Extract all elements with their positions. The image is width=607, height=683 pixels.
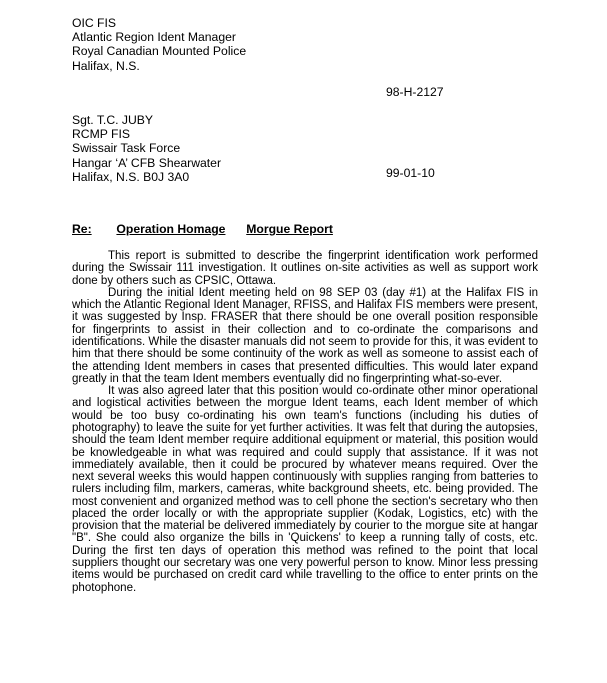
letter-date: 99-01-10 [386, 166, 435, 180]
subject-re-label: Re: [72, 222, 92, 236]
subject-line [72, 222, 333, 236]
recipient-line-unit: RCMP FIS [72, 127, 131, 142]
paragraph-intro: This report is submitted to describe the fingerprint identification work performed during the Swissair 111 investigation. It outlines on-site activities as well as support work done by others such as CPSIC, Ottawa. [72, 250, 538, 287]
recipient-line-name: Sgt. T.C. JUBY [72, 113, 154, 127]
paragraph-initial-meeting: During the initial Ident meeting held on 98 SEP 03 (day #1) at the Halifax FIS in which the Atlantic Regional Ident Manager, RFISS, and Halifax FIS members were present, it was suggested by Insp. FRASER that there should be one overall position responsible for fingerprints to assist in their collection and to co-ordinate the comparisons and identifications. While the disaster manuals did not seem to provide for this, it was evident to him that there should be some continuity of the work as well as someone to assist each of the attending Ident members in cases that presented difficulties. This would later expand greatly in that the team Ident members eventually did no fingerprinting what-so-ever. [72, 286, 538, 385]
recipient-line-city-postal: Halifax, N.S. B0J 3A0 [72, 169, 190, 184]
sender-line-organization: Royal Canadian Mounted Police [72, 44, 247, 59]
sender-line-city: Halifax, N.S. [72, 58, 140, 73]
recipient-line-task-force: Swissair Task Force [72, 141, 181, 156]
subject-operation: Operation Homage [116, 222, 226, 236]
sender-address-block [72, 16, 246, 73]
report-body [72, 250, 538, 594]
subject-title: Morgue Report [246, 222, 333, 236]
sender-line-title: Atlantic Region Ident Manager [72, 30, 236, 45]
paragraph-coordination: It was also agreed later that this position would co-ordinate other minor operational and logistical activities between the morgue Ident teams, each Ident member of which would be too busy co-ordinating his own team's functions (including his duties of photography) to leave the suite for yet further activities. It was felt that during the autopsies, should the team Ident member require additional equipment or material, this position would be knowledgeable in what was required and could supply that assistance. If it was not immediately available, then it could be procured by whatever means required. Over the next several weeks this would happen continuously with supplies ranging from batteries to rulers including film, markers, cameras, white background sheets, etc. being provided. The most convenient and organized method was to cell phone the section's secretary who then placed the order locally or with the appropriate supplier (Kodak, Logistics, etc) with the provision that the material be delivered immediately by courier to the morgue site at hangar "B". She could also organize the bills in 'Quickens' to keep a running tally of costs, etc. During the first ten days of operation this method was refined to the point that local suppliers thought our secretary was one very powerful person to know. Minor less pressing items would be purchased on credit card while travelling to the office to enter prints on the photophone. [72, 385, 538, 594]
file-number: 98-H-2127 [386, 85, 444, 99]
sender-line-office: OIC FIS [72, 16, 117, 30]
recipient-address-block [72, 113, 221, 184]
recipient-line-hangar: Hangar ‘A’ CFB Shearwater [72, 155, 222, 170]
